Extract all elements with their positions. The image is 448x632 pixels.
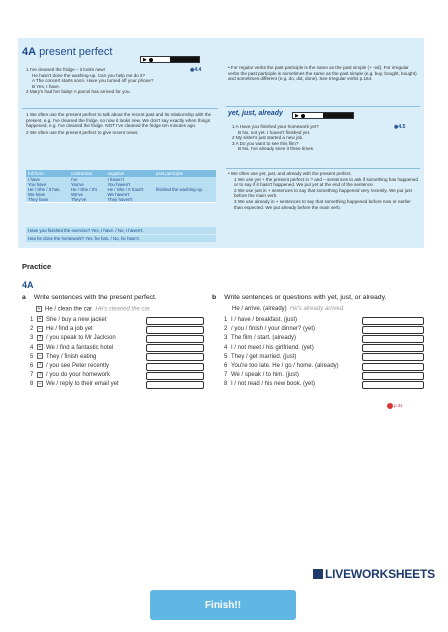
col-negative	[105, 177, 153, 203]
cell: I haven't	[107, 177, 124, 182]
cell: We've	[70, 192, 83, 197]
sign-icon: +	[38, 344, 42, 351]
answer-input-b-3[interactable]	[362, 335, 424, 343]
item-prompt: We / reply to their email yet	[46, 381, 119, 388]
th-past-participle: past participle	[154, 170, 216, 177]
exercise-a-item	[30, 344, 113, 353]
example-1d: B Yes, I have.	[32, 83, 61, 89]
th-negative: negative	[105, 170, 153, 177]
item-number: 4	[30, 344, 34, 351]
logo-text: LIVEWORKSHEETS	[325, 567, 435, 581]
example-1: 1 I've cleaned the fridge – it looks new!	[26, 67, 106, 72]
divider-1	[22, 108, 218, 109]
item-prompt: / you do your homework	[46, 372, 111, 379]
audio-position-dot	[149, 58, 153, 62]
answer-input-a-8[interactable]	[146, 381, 204, 389]
cell: He / She / It has	[28, 187, 60, 192]
exercise-b-item	[224, 325, 315, 334]
th-full-form: full form	[26, 170, 69, 177]
exercise-a-item	[30, 371, 110, 380]
exercise-b-item	[224, 316, 297, 325]
example-1c: A The concert starts soon. Have you turned off your phone?	[32, 78, 154, 84]
cell: He / She / It's	[70, 187, 98, 192]
rule-2: 2 We often use the present perfect to give recent news.	[26, 129, 139, 135]
question-row-2: Has he done the homework? Yes, he has. / No, he hasn't.	[26, 235, 216, 242]
examples-right	[232, 124, 392, 152]
item-prompt: I / not meet / his girlfriend. (yet)	[231, 344, 314, 351]
example-a-answer: He's cleaned the car.	[95, 306, 152, 313]
item-number: 2	[224, 326, 228, 333]
item-number: 1	[224, 317, 228, 323]
cell: You haven't	[107, 182, 131, 187]
audio-progress-fill	[323, 113, 353, 118]
question-row-1: Have you finished the exercise? Yes, I have. / No, I haven't.	[26, 227, 216, 234]
example-b-prompt: He / arrive. (already)	[232, 306, 287, 312]
exercise-b-example	[232, 306, 345, 312]
divider-2	[226, 106, 420, 107]
item-prompt: / you see Peter recently	[46, 363, 110, 369]
cd-track-2: 4.5	[398, 124, 406, 130]
item-prompt: She / buy a new jacket	[46, 317, 107, 323]
sign-icon: ?	[38, 334, 42, 341]
example-2: 2 Mary's had her baby! A parcel has arrived for you.	[26, 89, 131, 95]
answer-input-b-4[interactable]	[362, 344, 424, 352]
exercise-a-heading	[22, 294, 157, 301]
rules-right	[228, 171, 420, 210]
cd-track-1: 4.4	[194, 67, 202, 73]
col-contraction	[69, 177, 106, 203]
exercise-b-item	[224, 353, 296, 362]
item-prompt: I / have / breakfast. (just)	[231, 317, 298, 323]
examples-left	[26, 67, 191, 95]
sign-icon: –	[38, 380, 42, 387]
audio-player-2[interactable]	[292, 112, 354, 119]
answer-input-a-1[interactable]	[146, 317, 204, 325]
sign-icon: ?	[38, 371, 42, 378]
item-prompt: I / not read / his new book. (yet)	[231, 381, 316, 388]
cell: You have	[28, 182, 47, 187]
cell: They haven't	[107, 197, 133, 202]
exercise-b-item	[224, 334, 296, 343]
example-a-prompt: He / clean the car	[45, 306, 93, 313]
finish-button[interactable]: Finish!!	[150, 590, 296, 620]
item-prompt: We / speak / to him. (just)	[231, 372, 299, 379]
answer-input-a-3[interactable]	[146, 335, 204, 343]
item-number: 6	[224, 363, 228, 369]
cd-track-badge-1: ◉4.4	[190, 67, 202, 73]
item-prompt: We / find a fantastic hotel	[46, 344, 114, 351]
audio-position-dot	[301, 114, 305, 118]
item-prompt: / you / finish / your dinner? (yet)	[231, 326, 316, 333]
sign-icon: ?	[38, 362, 42, 369]
example-r2: 2 My sister's just started a new job.	[232, 135, 304, 141]
sign-icon: –	[38, 353, 42, 360]
exercise-a-instruction: Write sentences with the present perfect.	[33, 294, 157, 301]
cell: He / She / It hasn't	[107, 187, 144, 192]
audio-player-1[interactable]	[140, 56, 200, 63]
answer-input-b-8[interactable]	[362, 381, 424, 389]
rule-r0: • We often use yet, just, and already with the present perfect.	[228, 171, 352, 176]
exercise-b-item	[224, 371, 299, 380]
answer-input-b-1[interactable]	[362, 317, 424, 325]
example-b-answer: He's already arrived.	[290, 306, 345, 312]
rule-r3: 3 We use already in + sentences to say that something happened before now or earlier than expected. We put already before the main verb.	[234, 198, 411, 210]
item-prompt: / you speak to Mr Jackson	[46, 335, 116, 342]
answer-input-b-2[interactable]	[362, 326, 424, 334]
item-number: 3	[224, 335, 228, 342]
item-number: 8	[30, 381, 34, 388]
th-contraction: contraction	[69, 170, 106, 177]
rule-r1: 1 We use yet + the present perfect in ? and – sentences to ask if something has happened or to say if it hasn't happened. We put yet at the end of the sentence.	[234, 176, 418, 188]
exercise-a-item	[30, 353, 96, 362]
liveworksheets-logo	[313, 567, 435, 581]
answer-input-a-4[interactable]	[146, 344, 204, 352]
logo-icon	[313, 569, 323, 579]
item-number: 6	[30, 363, 34, 369]
exercise-b-item	[224, 344, 314, 353]
answer-input-a-7[interactable]	[146, 372, 204, 380]
cell: You've	[70, 182, 84, 187]
item-number: 4	[224, 344, 228, 351]
grammar-title-text: present perfect	[39, 46, 113, 58]
audio-progress-fill	[170, 57, 199, 62]
sign-icon: +	[38, 316, 42, 323]
rule-1: 1 We often use the present perfect to talk about the recent past and its relationship with the present, e.g. I've cleaned the fridge, so now it looks new. We don't say exactly when things happened, e.g. I've cleaned the fridge. NOT I've cleaned the fridge ten minutes ago.	[26, 112, 212, 129]
item-prompt: He / find a job yet	[46, 326, 93, 333]
item-number: 3	[30, 335, 34, 342]
participle-note: • For regular verbs the past participle is the same as the past simple (+ -ed). For irregular verbs the past participle is sometimes the same as the past simple (e.g. buy, bought, bought) and sometimes different (e.g. do, did, done). See Irregular verbs p.164.	[228, 65, 417, 82]
exercise-b-letter: b	[212, 294, 217, 301]
exercise-a-item	[30, 380, 119, 389]
col-past-participle	[154, 177, 216, 203]
cell: We haven't	[107, 192, 130, 197]
item-number: 7	[224, 372, 228, 379]
example-r1: 1 A Have you finished your homework yet?	[232, 124, 319, 129]
cell: I have	[28, 177, 40, 182]
rule-r2: 2 We use just in + sentences to say that something happened very recently. We put just before the main verb.	[234, 187, 412, 199]
cell: We have	[28, 192, 46, 197]
example-1b: He hasn't done the washing-up. Can you help me do it?	[32, 72, 145, 78]
cell: finished the washing-up.	[155, 187, 204, 192]
rules-left	[26, 112, 216, 135]
exercise-a-item	[30, 334, 116, 343]
exercise-b-item	[224, 380, 315, 389]
sign-icon: –	[38, 325, 42, 332]
item-number: 8	[224, 381, 228, 388]
item-number: 7	[30, 372, 34, 379]
play-icon[interactable]: ▶	[295, 113, 299, 119]
item-prompt: They / get married. (just)	[231, 353, 297, 360]
item-prompt: The film / start. (already)	[231, 335, 297, 342]
example-r3b: B No, I've already seen it three times.	[238, 146, 315, 152]
conjugation-table	[26, 170, 216, 203]
col-full-form	[26, 177, 69, 203]
item-number: 1	[30, 317, 34, 323]
cell: They've	[70, 197, 87, 202]
answer-input-b-7[interactable]	[362, 372, 424, 380]
play-icon[interactable]: ▶	[143, 57, 147, 63]
cell: I've	[70, 177, 78, 182]
exercise-b-heading	[212, 294, 386, 301]
item-number: 5	[30, 353, 34, 360]
plus-icon: +	[37, 306, 41, 312]
subheading-yet-just-already: yet, just, already	[228, 110, 283, 117]
answer-input-b-6[interactable]	[362, 363, 424, 371]
practice-heading: Practice	[22, 262, 52, 271]
example-r1b: B No, not yet. I haven't finished yet.	[238, 129, 311, 135]
answer-input-b-5[interactable]	[362, 353, 424, 361]
page-reference-text: p.31	[394, 403, 403, 409]
exercise-b-item	[224, 362, 339, 371]
exercise-a-example	[36, 306, 151, 313]
practice-unit: 4A	[22, 280, 34, 290]
cell: They have	[28, 197, 49, 202]
arrow-icon	[387, 403, 393, 409]
item-number: 5	[224, 353, 228, 360]
exercise-a-item	[30, 325, 93, 334]
answer-input-a-6[interactable]	[146, 363, 204, 371]
exercise-b-instruction: Write sentences or questions with yet, just, or already.	[224, 294, 387, 301]
item-prompt: You're too late. He / go / home. (already)	[231, 363, 339, 369]
answer-input-a-2[interactable]	[146, 326, 204, 334]
page-reference[interactable]	[387, 403, 403, 409]
answer-input-a-5[interactable]	[146, 353, 204, 361]
item-number: 2	[30, 326, 34, 333]
example-r3: 3 A Do you want to see this film?	[232, 140, 299, 146]
exercise-a-item	[30, 362, 109, 371]
grammar-title	[22, 46, 112, 58]
exercise-a-letter: a	[22, 294, 26, 301]
cd-track-badge-2: ◉4.5	[394, 124, 406, 130]
item-prompt: They / finish eating	[46, 353, 97, 360]
grammar-code: 4A	[22, 46, 37, 58]
exercise-a-item	[30, 316, 106, 325]
divider-3	[226, 168, 420, 169]
